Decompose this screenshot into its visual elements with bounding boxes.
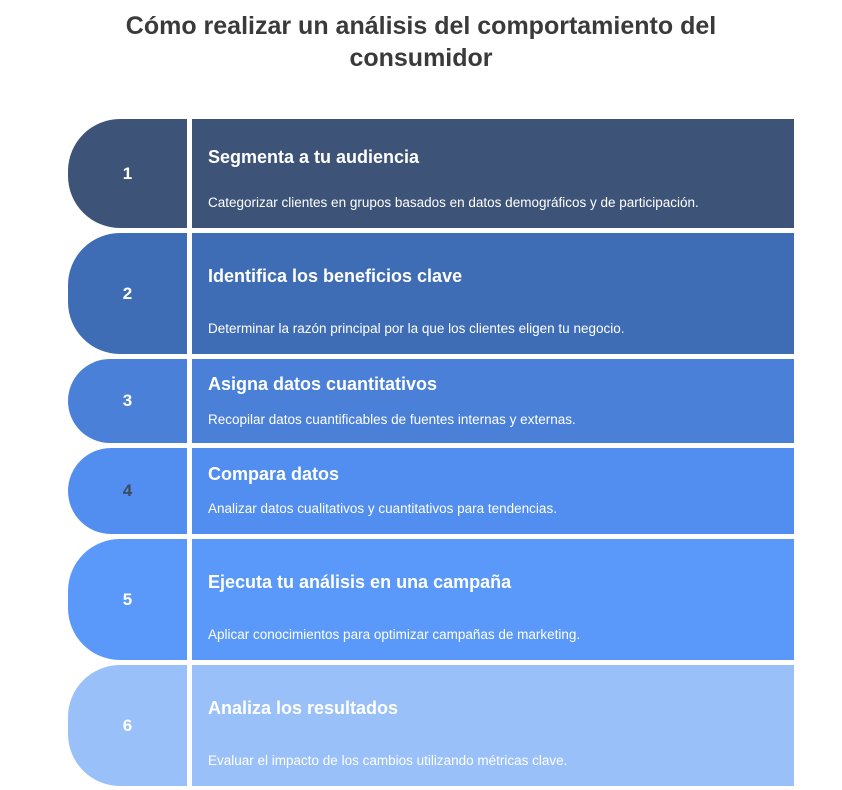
- step-description: Analizar datos cualitativos y cuantitativos para tendencias.: [208, 501, 557, 516]
- step-title: Segmenta a tu audiencia: [208, 147, 420, 167]
- step-6: [68, 665, 794, 786]
- step-3: [68, 359, 794, 443]
- step-panel: [192, 119, 794, 228]
- step-title: Ejecuta tu análisis en una campaña: [208, 572, 512, 592]
- step-5: [68, 539, 794, 660]
- step-panel: [192, 359, 794, 443]
- step-1: [68, 119, 794, 228]
- step-panel: [192, 539, 794, 660]
- step-number-tab: 4: [68, 448, 187, 534]
- step-panel: [192, 233, 794, 354]
- step-description: Categorizar clientes en grupos basados en datos demográficos y de participación.: [208, 195, 699, 210]
- step-4: [68, 448, 794, 534]
- step-number-tab: 5: [68, 539, 187, 660]
- step-description: Determinar la razón principal por la que los clientes eligen tu negocio.: [208, 321, 625, 336]
- step-title: Asigna datos cuantitativos: [208, 374, 438, 394]
- step-description: Recopilar datos cuantificables de fuentes internas y externas.: [208, 412, 576, 427]
- step-description: Aplicar conocimientos para optimizar campañas de marketing.: [208, 627, 581, 642]
- step-number-tab: 1: [68, 119, 187, 228]
- step-number-tab: 3: [68, 359, 187, 443]
- step-panel: [192, 665, 794, 786]
- step-title: Identifica los beneficios clave: [208, 266, 463, 286]
- step-number-tab: 6: [68, 665, 187, 786]
- step-title: Analiza los resultados: [208, 698, 399, 718]
- step-description: Evaluar el impacto de los cambios utilizando métricas clave.: [208, 753, 568, 768]
- step-title: Compara datos: [208, 464, 340, 484]
- step-number-tab: 2: [68, 233, 187, 354]
- step-panel: [192, 448, 794, 534]
- diagram-title: Cómo realizar un análisis del comportamiento del consumidor: [125, 12, 717, 72]
- step-2: [68, 233, 794, 354]
